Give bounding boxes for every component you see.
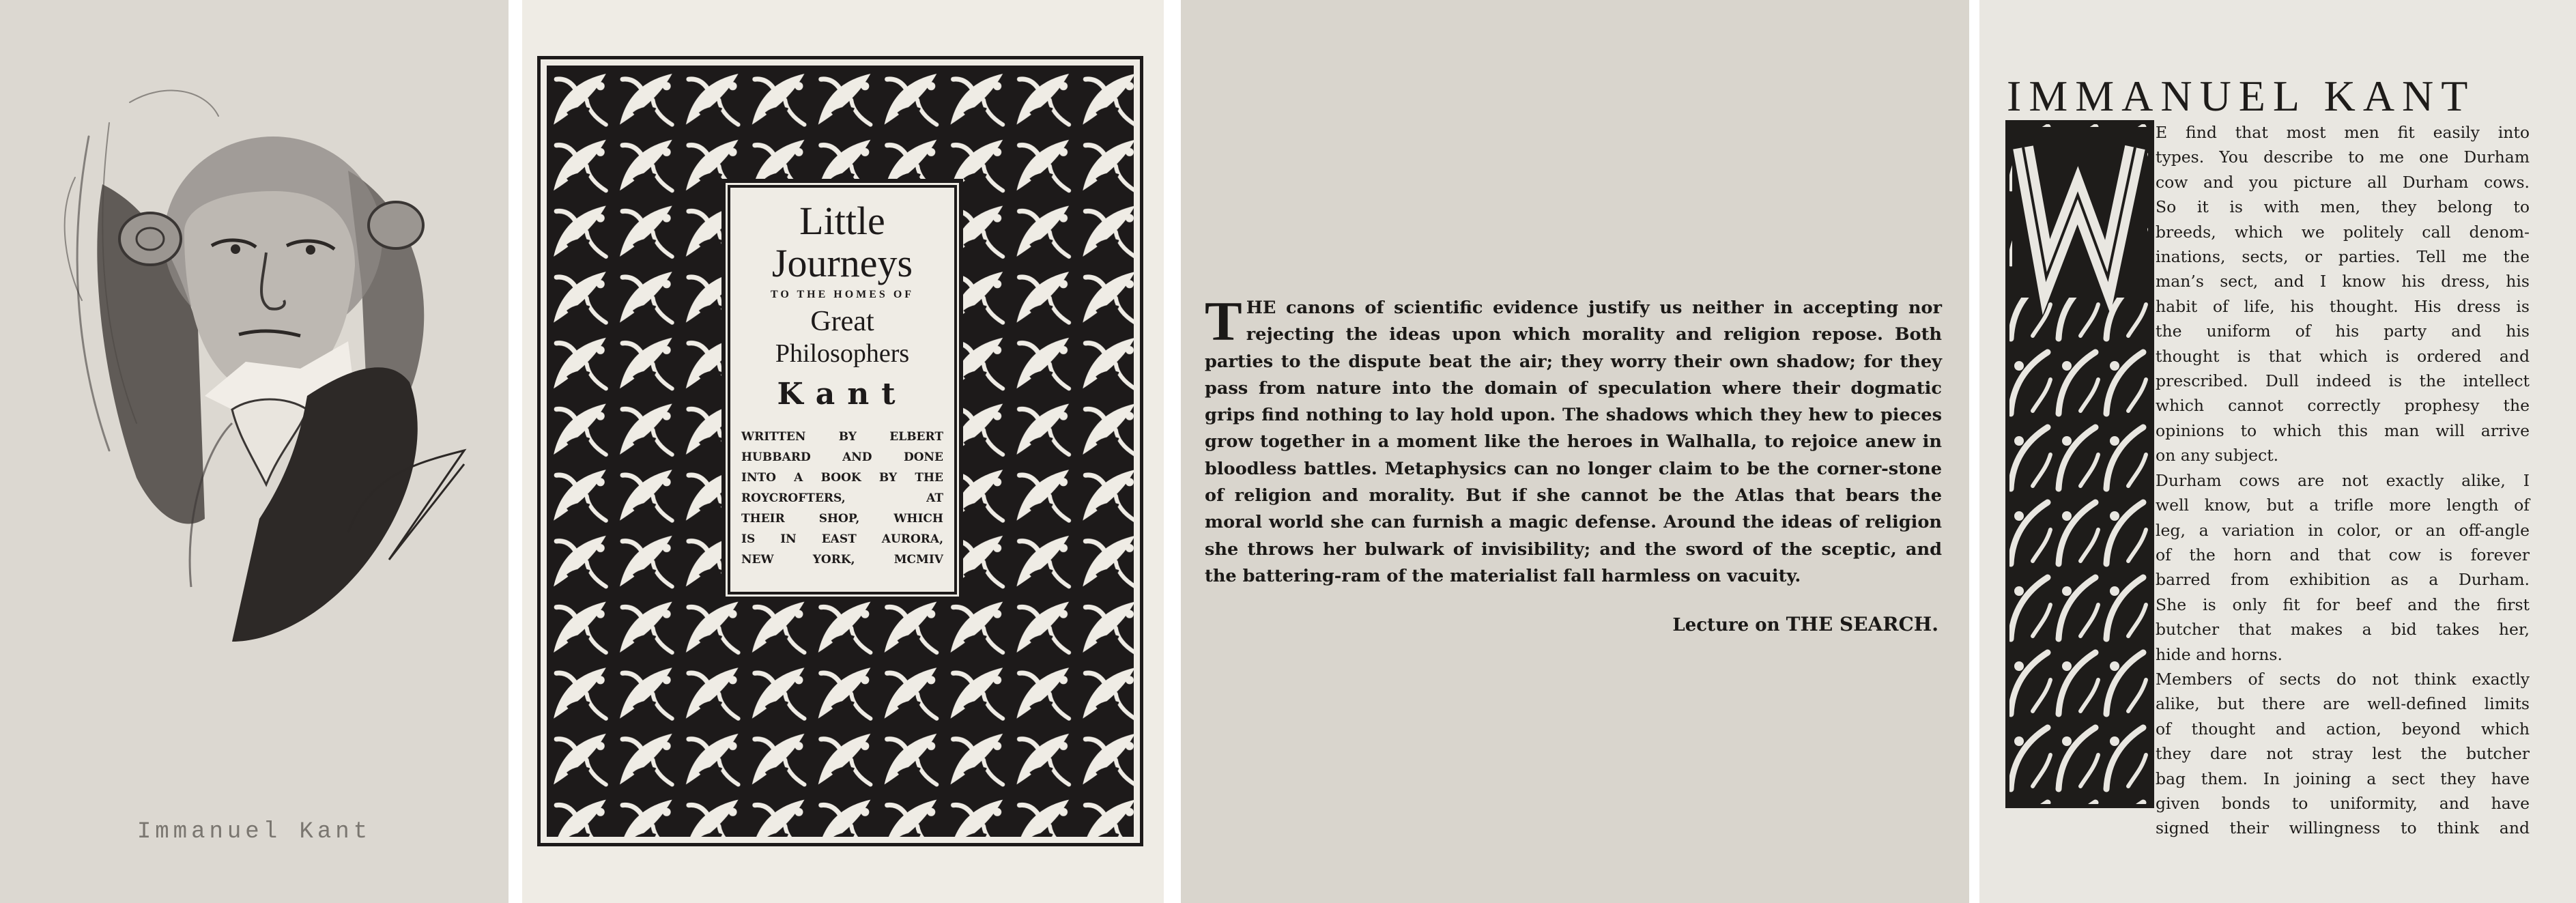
subtitle-great: Great — [810, 306, 874, 337]
text-line: signed their willingness to think and — [2156, 818, 2530, 838]
text-line: inations, sects, or parties. Tell me the — [2156, 247, 2530, 267]
text-line: thought is that which is ordered and — [2156, 346, 2530, 366]
text-line: E find that most men fit easily into — [2156, 123, 2530, 142]
text-line: given bonds to uniformity, and have — [2156, 793, 2530, 813]
text-line: well know, but a trifle more length of — [2156, 496, 2530, 515]
colophon-line: THEIR SHOP, WHICH — [741, 512, 943, 526]
page-epigraph — [1181, 0, 1969, 903]
text-line: butcher that makes a bid takes her, — [2156, 620, 2530, 640]
colophon-line: IS IN EAST AURORA, — [741, 532, 943, 546]
text-line: alike, but there are well-defined limits — [2156, 694, 2530, 714]
text-line: Members of sects do not think exactly — [2156, 669, 2530, 689]
colophon-line: INTO A BOOK BY THE — [741, 471, 943, 485]
subject-kant: Kant — [777, 377, 908, 412]
text-line: habit of life, his thought. His dress is — [2156, 296, 2530, 316]
subtitle-philosophers: Philosophers — [775, 339, 910, 368]
text-line: the uniform of his party and his — [2156, 321, 2530, 341]
colophon-line: ROYCROFTERS, AT — [741, 491, 943, 505]
text-line: on any subject. — [2156, 446, 2279, 465]
page-portrait — [0, 0, 509, 903]
text-line: leg, a variation in color, or an off-angle — [2156, 520, 2530, 540]
text-line: they dare not stray lest the butcher — [2156, 744, 2530, 764]
epigraph-text — [1205, 290, 1942, 590]
text-line: barred from exhibition as a Durham. — [2156, 570, 2530, 590]
ornamental-w-icon — [2005, 120, 2154, 808]
text-line: cow and you picture all Durham cows. — [2156, 172, 2530, 192]
text-line: breeds, which we politely call denom- — [2156, 222, 2530, 242]
text-line: of thought and action, beyond which — [2156, 719, 2530, 739]
dropcap-w-ornament — [2005, 120, 2154, 808]
epigraph-body: canons of scientific evidence justify us neither in accepting nor rejecting the ideas upon which morality and religion repose. Both parties to the dispute beat the air; they worry their own shadow; for they pass from nature into the domain of speculation where their dogmatic grips find nothing to lay hold upon. The shadows which they hew to pieces grow together in a moment like the heroes in Walhalla, to rejoice anew in bloodless battles. Metaphysics can no longer claim to be the corner-stone of religion and morality. But if she cannot be the Atlas that bears the moral world she can furnish a magic defense. Around the ideas of religion she throws her bulwark of invisibility; and the sword of the sceptic, and the battering-ram of the materialist fall harmless on vacuity. — [1205, 298, 1942, 586]
title-line-journeys: Journeys — [771, 241, 913, 285]
text-line: She is only fit for beef and the first — [2156, 594, 2530, 614]
attribution-prefix: Lecture on — [1672, 615, 1786, 635]
text-line: which cannot correctly prophesy the — [2156, 396, 2530, 416]
text-line: opinions to which this man will arrive — [2156, 420, 2530, 440]
colophon-line: HUBBARD AND DONE — [741, 450, 943, 464]
colophon-line: WRITTEN BY ELBERT — [741, 430, 943, 444]
chapter-title: IMMANUEL KANT — [2007, 72, 2476, 120]
colophon-line: NEW YORK, MCMIV — [741, 553, 943, 567]
epigraph-attribution — [1672, 613, 1938, 635]
title-line-little: Little — [799, 199, 885, 243]
colophon — [728, 427, 957, 570]
page-title-page — [522, 0, 1164, 903]
text-line: hide and horns. — [2156, 644, 2282, 664]
portrait-caption: Immanuel Kant — [137, 819, 372, 845]
dropcap-t: T — [1205, 290, 1242, 352]
text-line: bag them. In joining a sect they have — [2156, 769, 2530, 788]
attribution-title: THE SEARCH. — [1786, 613, 1938, 635]
text-line: man’s sect, and I know his dress, his — [2156, 272, 2530, 291]
text-line: Durham cows are not exactly alike, I — [2156, 470, 2530, 490]
text-line: prescribed. Dull indeed is the intellect — [2156, 371, 2530, 391]
title-cartouche — [726, 183, 959, 597]
page-chapter-opening — [1979, 0, 2576, 903]
chapter-body-text — [2156, 120, 2530, 841]
text-line: So it is with men, they belong to — [2156, 197, 2530, 217]
text-line: of the horn and that cow is forever — [2156, 545, 2530, 564]
subtitle-homes-of: TO THE HOMES OF — [770, 289, 915, 300]
kant-portrait-illustration — [27, 41, 485, 751]
text-line: types. You describe to me one Durham — [2156, 147, 2530, 167]
epigraph-lead: HE — [1246, 298, 1276, 318]
